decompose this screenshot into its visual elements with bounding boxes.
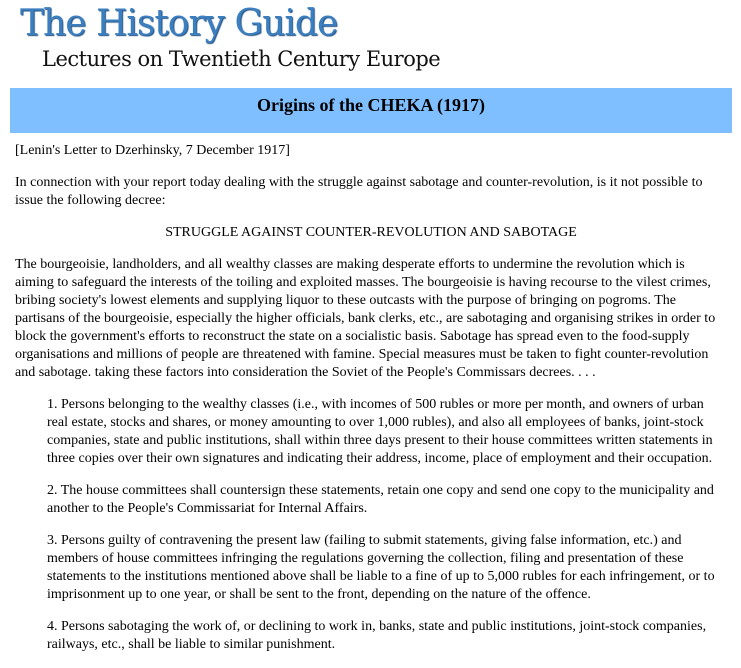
page-title: Origins of the CHEKA (1917) — [257, 95, 485, 115]
article-4: 4. Persons sabotaging the work of, or declining to work in, banks, state and public institutions, joint-stock companies, railways, etc., shall be liable to similar punishment. — [47, 619, 707, 652]
intro-paragraph: In connection with your report today dealing with the struggle against sabotage and counter-revolution, is it not possible to issue the following decree: — [15, 175, 703, 208]
site-title: The History Guide — [20, 3, 338, 44]
preamble-paragraph: The bourgeoisie, landholders, and all wealthy classes are making desperate efforts to undermine the revolution which is aiming to safeguard the interests of the toiling and exploited masses. The bourgeoisie is having recourse to the vilest crimes, bribing society's lowest elements and supplying liquor to these outcasts with the purpose of bringing on pogroms. The partisans of the bourgeoisie, especially the higher officials, bank clerks, etc., are sabotaging and organising strikes in order to block the government's efforts to reconstruct the state on a socialistic basis. Sabotage has spread even to the food-supply organisations and millions of people are threatened with famine. Special measures must be taken to fight counter-revolution and sabotage. taking these factors into consideration the Soviet of the People's Commissars decrees. . . . — [15, 257, 716, 380]
article-3: 3. Persons guilty of contravening the present law (failing to submit statements, giving false information, etc.) and members of house committees infringing the regulations governing the collection, filing and presentation of these statements to the institutions mentioned above shall be liable to a fine of up to 5,000 rubles for each infringement, or to imprisonment up to one year, or shall be sent to the front, depending on the nature of the offence. — [47, 533, 715, 602]
article-1: 1. Persons belonging to the wealthy classes (i.e., with incomes of 500 rubles or more per month, and owners of urban real estate, stocks and shares, or money amounting to over 1,000 rubles), and also all employees of banks, joint-stock companies, state and public institutions, shall within three days present to their house committees written statements in three copies over their own signatures and indicating their address, income, place of employment and their occupation. — [47, 397, 713, 466]
document-body — [15, 142, 727, 668]
source-note: [Lenin's Letter to Dzerhinsky, 7 December 1917] — [15, 143, 290, 158]
article-2: 2. The house committees shall countersign these statements, retain one copy and send one copy to the municipality and another to the People's Commissariat for Internal Affairs. — [47, 483, 714, 516]
title-banner — [10, 88, 732, 133]
decree-heading: STRUGGLE AGAINST COUNTER-REVOLUTION AND SABOTAGE — [165, 225, 577, 240]
site-logo[interactable] — [20, 2, 440, 72]
site-subtitle: Lectures on Twentieth Century Europe — [42, 47, 441, 71]
